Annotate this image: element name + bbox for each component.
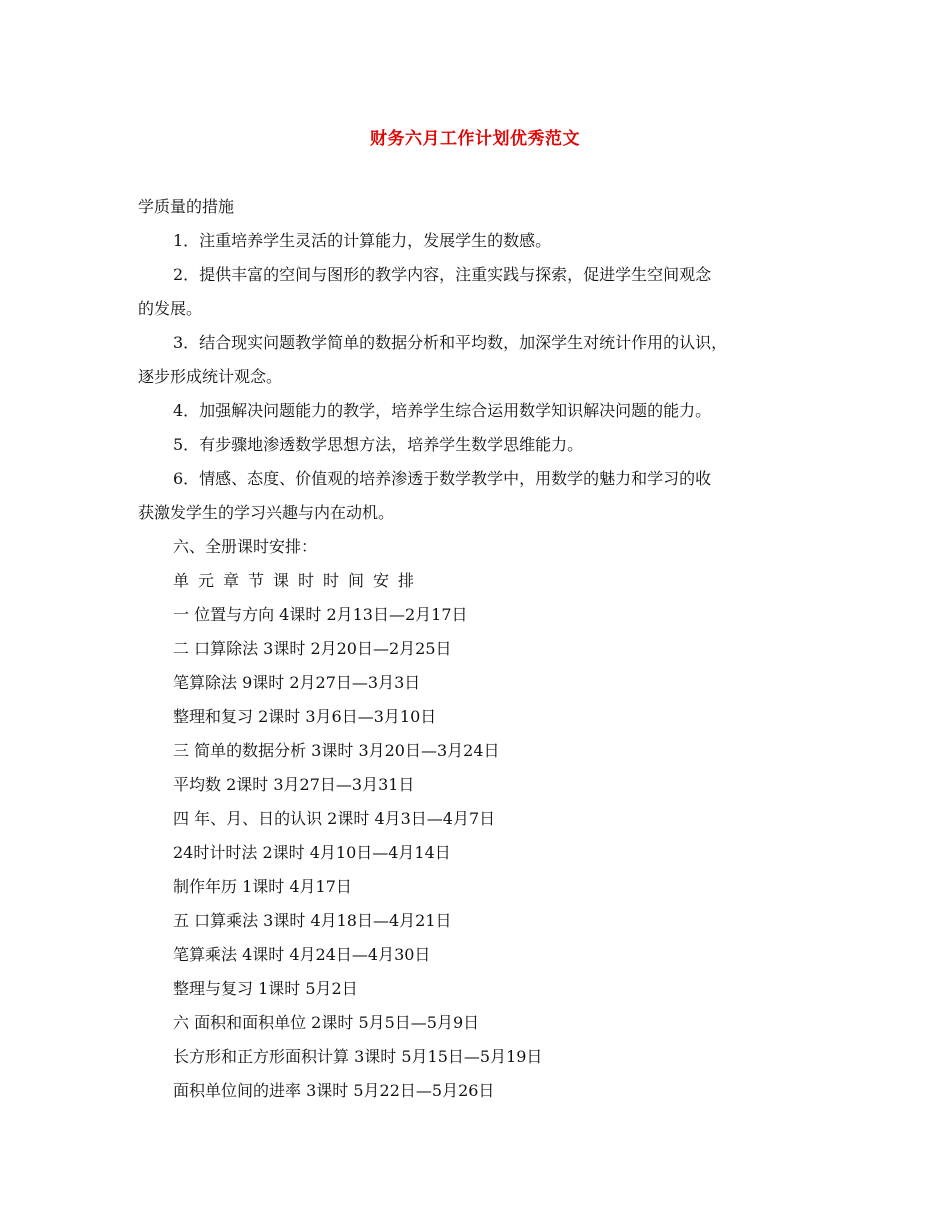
text-line: 学质量的措施: [138, 197, 235, 216]
text-line: 4．加强解决问题能力的教学，培养学生综合运用数学知识解决问题的能力。: [173, 401, 712, 420]
schedule-row: 笔算除法 9课时 2月27日—3月3日: [173, 673, 421, 692]
schedule-row: 长方形和正方形面积计算 3课时 5月15日—5月19日: [173, 1047, 543, 1066]
schedule-header: 单元章节课时时间安排: [173, 571, 424, 590]
schedule-row: 整理和复习 2课时 3月6日—3月10日: [173, 707, 437, 726]
text-line: 5．有步骤地渗透数学思想方法，培养学生数学思维能力。: [173, 435, 584, 454]
document-title: 财务六月工作计划优秀范文: [370, 129, 580, 149]
schedule-row: 制作年历 1课时 4月17日: [173, 877, 352, 896]
text-line: 3．结合现实问题教学简单的数据分析和平均数，加深学生对统计作用的认识，: [173, 333, 728, 352]
schedule-row: 面积单位间的进率 3课时 5月22日—5月26日: [173, 1081, 495, 1100]
schedule-row: 一 位置与方向 4课时 2月13日—2月17日: [173, 605, 468, 624]
schedule-row: 整理与复习 1课时 5月2日: [173, 979, 358, 998]
text-line: 逐步形成统计观念。: [138, 367, 283, 386]
document-body: [138, 190, 838, 1108]
schedule-row: 四 年、月、日的认识 2课时 4月3日—4月7日: [173, 809, 496, 828]
text-line: 6．情感、态度、价值观的培养渗透于数学教学中，用数学的魅力和学习的收: [173, 469, 712, 488]
schedule-row: 二 口算除法 3课时 2月20日—2月25日: [173, 639, 452, 658]
text-line: 的发展。: [138, 299, 203, 318]
schedule-row: 笔算乘法 4课时 4月24日—4月30日: [173, 945, 431, 964]
section-heading: 六、全册课时安排：: [173, 537, 318, 556]
schedule-row: 三 简单的数据分析 3课时 3月20日—3月24日: [173, 741, 500, 760]
text-line: 1．注重培养学生灵活的计算能力，发展学生的数感。: [173, 231, 552, 250]
text-line: 2．提供丰富的空间与图形的教学内容，注重实践与探索，促进学生空间观念: [173, 265, 712, 284]
schedule-row: 24时计时法 2课时 4月10日—4月14日: [173, 843, 451, 862]
text-line: 获激发学生的学习兴趣与内在动机。: [138, 503, 395, 522]
schedule-row: 五 口算乘法 3课时 4月18日—4月21日: [173, 911, 452, 930]
schedule-row: 六 面积和面积单位 2课时 5月5日—5月9日: [173, 1013, 480, 1032]
schedule-row: 平均数 2课时 3月27日—3月31日: [173, 775, 415, 794]
